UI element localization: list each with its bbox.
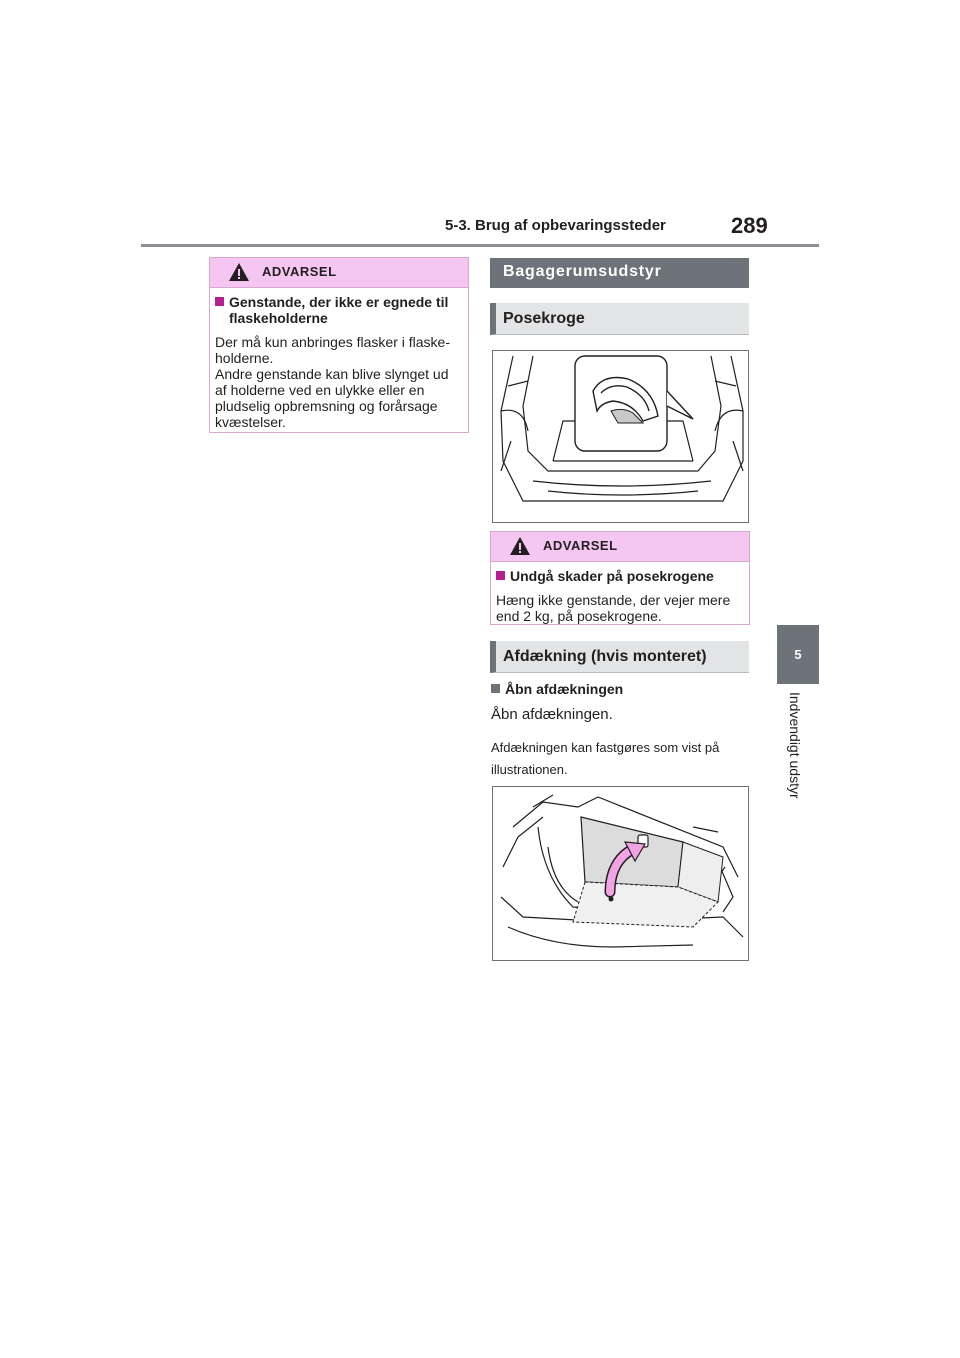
subsection-heading-cover: Afdækning (hvis monteret) [490, 641, 749, 673]
section-title: 5-3. Brug af opbevaringssteder [445, 217, 666, 234]
warning-triangle-icon [228, 262, 250, 282]
bullet-square-icon [491, 684, 500, 693]
header-rule [141, 244, 819, 247]
warning-title: ADVARSEL [543, 538, 618, 553]
warning-triangle-icon [509, 536, 531, 556]
subsection-heading-bag-hooks: Posekroge [490, 303, 749, 335]
instruction-text: Åbn afdækningen. [491, 706, 613, 723]
warning-header [210, 258, 468, 288]
warning-header [491, 532, 749, 562]
chapter-tab[interactable]: 5 [777, 625, 819, 684]
warning-text: Hæng ikke genstande, der vejer mere end 2 kg, på posekrogene. [496, 592, 731, 624]
bullet-square-icon [496, 571, 505, 580]
page-number: 289 [731, 213, 768, 238]
bullet-square-icon [215, 297, 224, 306]
subheading-open-cover: Åbn afdækningen [491, 681, 623, 697]
luggage-cover-open-icon [493, 787, 749, 961]
bag-hook-illustration [492, 350, 749, 523]
luggage-cover-illustration [492, 786, 749, 961]
note-text: Afdækningen kan fastgøres som vist på illustrationen. [491, 740, 720, 777]
warning-title: ADVARSEL [262, 264, 337, 279]
section-heading-luggage: Bagagerumsudstyr [490, 258, 749, 288]
warning-box-bottle-holders [209, 257, 469, 433]
warning-subtitle: Genstande, der ikke er egnede til flaskeholderne [215, 294, 463, 326]
car-rear-open-hatch-icon [493, 351, 749, 523]
warning-text: Der må kun anbringes flasker i flaske-holderne. [215, 334, 450, 366]
chapter-label: Indvendigt udstyr [787, 692, 803, 799]
warning-box-bag-hooks [490, 531, 750, 625]
warning-subtitle: Undgå skader på posekrogene [496, 568, 744, 584]
warning-text-2: Andre genstande kan blive slynget ud af holderne ved en ulykke eller en pludselig opbremsning og forårsage kvæstelser. [215, 366, 449, 430]
